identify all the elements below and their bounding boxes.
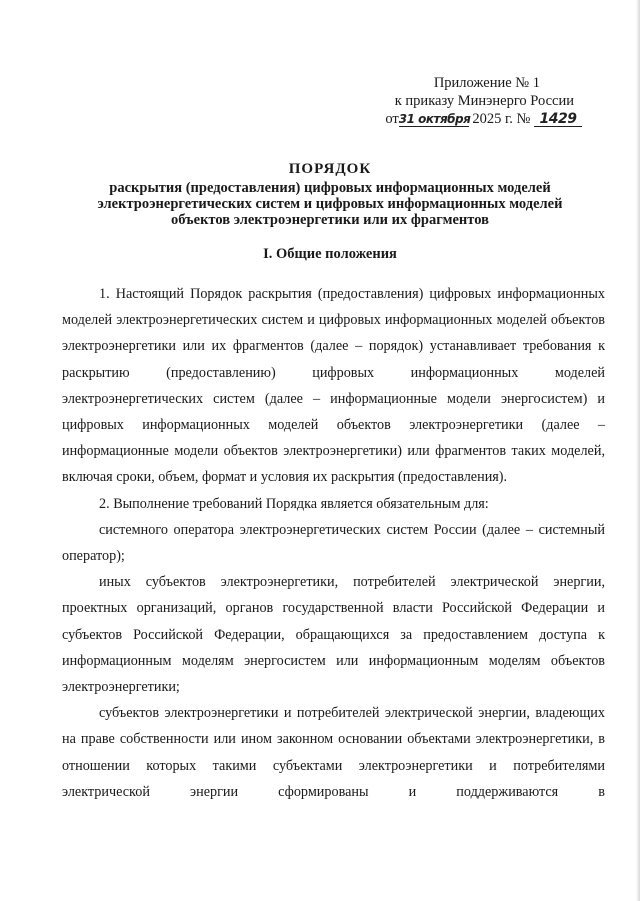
- document-subtitle-line-1: раскрытия (предоставления) цифровых информационных моделей: [109, 180, 551, 196]
- appendix-date-prefix: от: [385, 111, 399, 127]
- document-body: [62, 281, 605, 805]
- document-heading: ПОРЯДОК: [288, 161, 372, 177]
- document-title-block: [80, 161, 580, 228]
- appendix-date-number: [372, 110, 602, 128]
- paragraph-1: 1. Настоящий Порядок раскрытия (предоставления) цифровых информационных моделей электроэнергетических систем и цифровых информационных моделей объектов электроэнергетики или их фрагментов (далее – порядок) устанавливает требования к раскрытию (предоставлению) цифровых информационных моделей электроэнергетических систем (далее – информационные модели энергосистем) и цифровых информационных моделей объектов электроэнергетики (далее – информационные модели объектов электроэнергетики) или фрагментов таких моделей, включая сроки, объем, формат и условия их раскрытия (предоставления).: [62, 286, 605, 486]
- appendix-year-number-label: 2025 г. №: [472, 111, 531, 127]
- paragraph-3: системного оператора электроэнергетических систем России (далее – системный оператор);: [62, 521, 605, 565]
- appendix-header: [372, 74, 602, 128]
- handwritten-date: 31 октября: [398, 112, 471, 126]
- section-title: I. Общие положения: [263, 246, 397, 262]
- paragraph-5: субъектов электроэнергетики и потребителей электрической энергии, владеющих на праве собственности или ином законном основании объектами электроэнергетики, в отношении которых такими субъектами электроэнергетики и потребителями электрической энергии сформированы и поддерживаются в: [62, 705, 605, 800]
- paragraph-2: 2. Выполнение требований Порядка является обязательным для:: [99, 495, 489, 512]
- document-subtitle-line-3: объектов электроэнергетики или их фрагментов: [171, 212, 489, 228]
- document-subtitle-line-2: электроэнергетических систем и цифровых информационных моделей: [97, 196, 563, 212]
- scan-edge-shadow: [636, 0, 640, 901]
- paragraph-4: иных субъектов электроэнергетики, потребителей электрической энергии, проектных организаций, органов государственной власти Российской Федерации и субъектов Российской Федерации, обращающихся за предоставлением доступа к информационным моделям энергосистем или информационным моделям объектов электроэнергетики;: [62, 574, 605, 696]
- appendix-label: Приложение № 1: [433, 75, 540, 91]
- handwritten-order-number: 1429: [534, 112, 582, 127]
- appendix-order-reference: к приказу Минэнерго России: [394, 93, 574, 109]
